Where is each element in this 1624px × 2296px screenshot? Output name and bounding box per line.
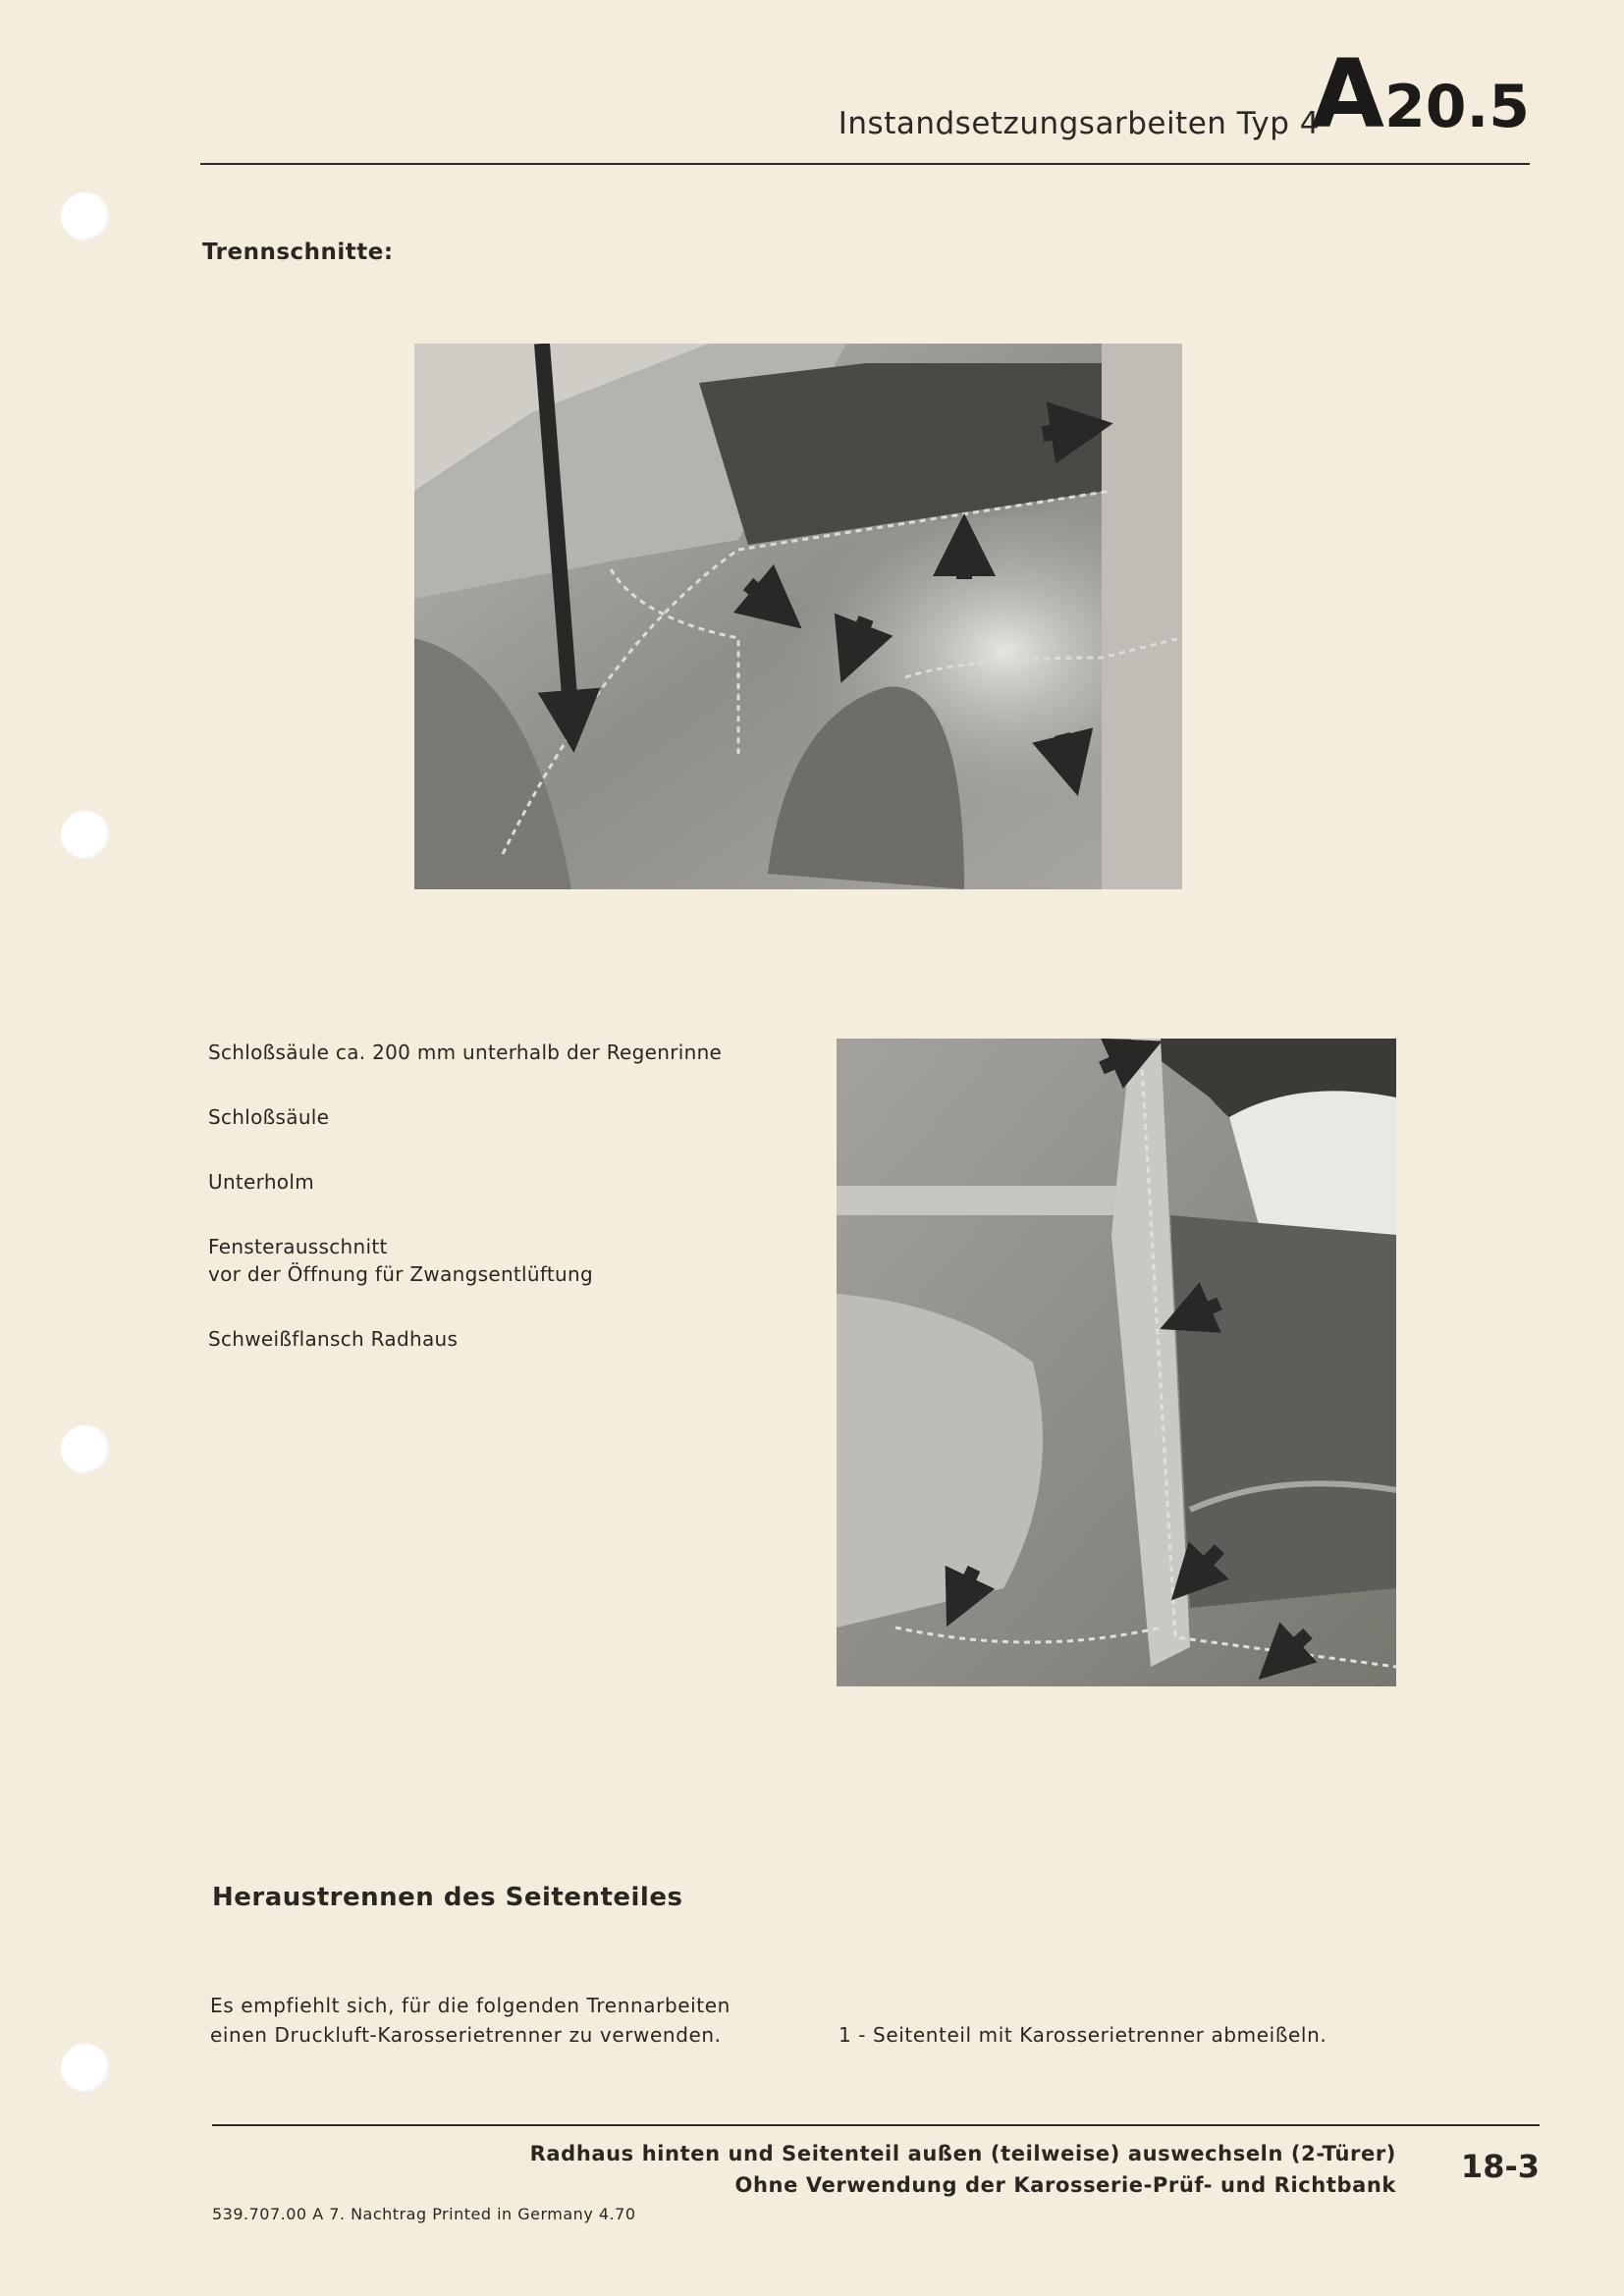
photo-lock-pillar-cut-lines — [837, 1039, 1396, 1686]
photo-rear-quarter-cut-lines — [414, 344, 1182, 889]
intro-line-2: einen Druckluft-Karosserietrenner zu verwenden. — [210, 2023, 722, 2047]
punch-hole — [61, 811, 110, 860]
cut-label-lock-pillar: Schloßsäule — [208, 1105, 330, 1129]
header-rule — [200, 163, 1530, 165]
photo-rear-quarter-illustration — [414, 344, 1182, 889]
document-code-number: 20.5 — [1383, 73, 1530, 141]
cut-label-rocker-panel: Unterholm — [208, 1170, 314, 1194]
step-1-text: 1 - Seitenteil mit Karosserietrenner abmeißeln. — [839, 2023, 1327, 2047]
photo-lock-pillar-illustration — [837, 1039, 1396, 1686]
punch-hole — [61, 2044, 110, 2093]
intro-line-1: Es empfiehlt sich, für die folgenden Trennarbeiten — [210, 1994, 731, 2017]
footer-rule — [212, 2124, 1540, 2126]
document-code — [1312, 39, 1530, 149]
cut-label-ventilation-opening: vor der Öffnung für Zwangsentlüftung — [208, 1262, 593, 1286]
footer-title — [530, 2138, 1396, 2201]
section-heading: Trennschnitte: — [202, 240, 394, 265]
subheading-remove-side-panel: Heraustrennen des Seitenteiles — [212, 1883, 683, 1912]
page-number: 18-3 — [1460, 2148, 1540, 2185]
footer-title-line-1: Radhaus hinten und Seitenteil außen (teilweise) auswechseln (2-Türer) — [529, 2142, 1396, 2165]
cut-label-window-cutout: Fensterausschnitt — [208, 1235, 388, 1258]
cut-label-lock-pillar-below-gutter: Schloßsäule ca. 200 mm unterhalb der Regenrinne — [208, 1041, 723, 1064]
header-title: Instandsetzungsarbeiten Typ 4 — [838, 106, 1320, 141]
punch-hole — [61, 1425, 110, 1474]
print-info: 539.707.00 A 7. Nachtrag Printed in Germany 4.70 — [212, 2205, 636, 2223]
footer-title-line-2: Ohne Verwendung der Karosserie-Prüf- und Richtbank — [734, 2173, 1396, 2197]
document-code-letter: A — [1311, 39, 1384, 149]
punch-hole — [61, 192, 110, 241]
intro-paragraph — [210, 1991, 731, 2050]
cut-label-wheelhouse-flange: Schweißflansch Radhaus — [208, 1327, 459, 1351]
